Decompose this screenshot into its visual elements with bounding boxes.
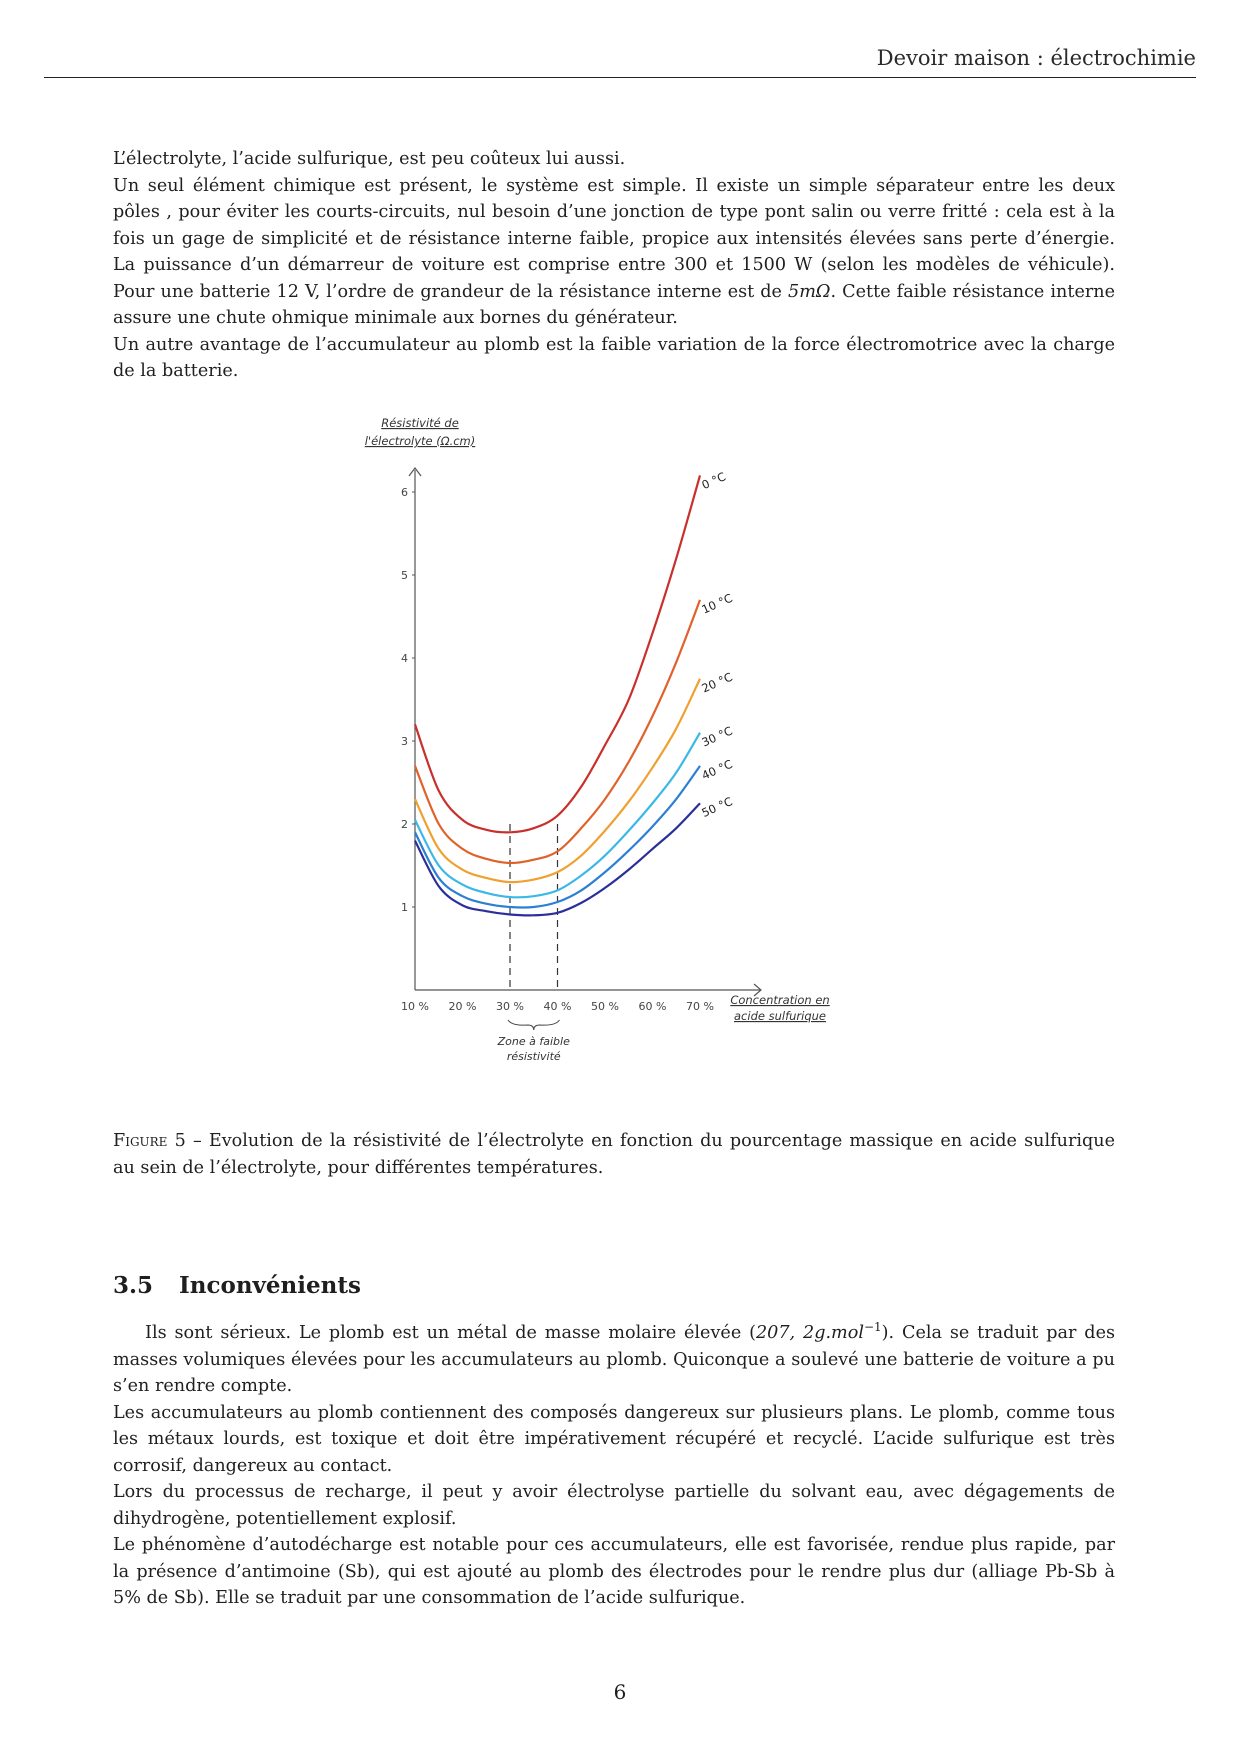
molar-mass-exponent: −1: [863, 1320, 882, 1335]
section-p1-text-b: ). Cela se traduit par des masses volumiques élevées pour les accumulateurs au plomb. Quiconque a soulevé une batterie de voiture a pu s’en rendre compte.: [113, 1323, 1116, 1396]
series-label: 30 °C: [699, 723, 735, 750]
section-paragraph-4: Le phénomène d’autodécharge est notable pour ces accumulateurs, elle est favorisée, rendue plus rapide, par la présence d’antimoine (Sb), qui est ajouté au plomb des électrodes pour le rendre plus dur (alliage Pb-Sb à 5% de Sb). Elle se traduit par une consommation de l’acide sulfurique.: [113, 1535, 1115, 1608]
x-tick-label: 70 %: [686, 1000, 714, 1013]
resistivity-figure: [330, 405, 890, 1085]
zone-brace: [508, 1020, 560, 1030]
page-number: 6: [613, 1680, 627, 1704]
figure-caption-text: – Evolution de la résistivité de l’électrolyte en fonction du pourcentage massique en acide sulfurique au sein de l’électrolyte, pour différentes températures.: [113, 1131, 1115, 1178]
x-tick-label: 20 %: [448, 1000, 477, 1013]
figure-caption: [113, 1128, 1115, 1181]
series-label: 0 °C: [699, 469, 728, 493]
section-paragraph-3: Lors du processus de recharge, il peut y avoir électrolyse partielle du solvant eau, avec dégagements de dihydrogène, potentiellement explosif.: [113, 1482, 1115, 1529]
series-label: 20 °C: [699, 669, 735, 696]
x-tick-label: 60 %: [638, 1000, 667, 1013]
x-axis-label-line-1: Concentration en: [730, 993, 830, 1007]
x-tick-label: 40 %: [543, 1000, 572, 1013]
series-label: 40 °C: [699, 756, 735, 783]
y-tick-label: 4: [401, 652, 408, 665]
x-tick-label: 30 %: [496, 1000, 524, 1013]
series-line: [415, 475, 700, 832]
section-title: Inconvénients: [179, 1272, 361, 1299]
running-header-title: Devoir maison : électrochimie: [876, 46, 1196, 70]
intro-paragraph-2: [113, 173, 1115, 332]
section-heading: [113, 1272, 361, 1299]
series-label: 50 °C: [699, 794, 735, 820]
y-tick-label: 6: [401, 486, 408, 499]
y-axis-label-line-2: l'électrolyte (Ω.cm): [364, 434, 476, 448]
zone-label-line-1: Zone à faible: [497, 1035, 570, 1048]
y-tick-label: 1: [401, 901, 408, 914]
intro-p2-text-a: Un seul élément chimique est présent, le système est simple. Il existe un simple séparateur entre les deux pôles , pour éviter les courts-circuits, nul besoin d’une jonction de type pont salin ou verre fritté : cela est à la fois un gage de simplicité et de résistance interne faible, propice aux intensités élevées sans perte d’énergie. La puissance d’un démarreur de voiture est comprise entre 300 et 1500 W (selon les modèles de véhicule). Pour une batterie 12 V, l’ordre de grandeur de la résistance interne est de: [113, 175, 1115, 302]
y-axis-label-line-1: Résistivité de: [381, 416, 459, 430]
section-paragraph-2: Les accumulateurs au plomb contiennent des composés dangereux sur plusieurs plans. Le plomb, comme tous les métaux lourds, est toxique et doit être impérativement récupéré et recyclé. L’acide sulfurique est très corrosif, dangereux au contact.: [113, 1402, 1115, 1476]
series-label: 10 °C: [699, 590, 735, 617]
y-tick-label: 3: [401, 735, 408, 748]
intro-text: [113, 146, 1115, 385]
section-number: 3.5: [113, 1272, 154, 1299]
x-tick-label: 50 %: [591, 1000, 619, 1013]
resistance-value: 5mΩ: [788, 281, 831, 302]
molar-mass-value: 207, 2g.mol: [755, 1323, 864, 1343]
x-tick-label: 10 %: [401, 1000, 429, 1013]
y-tick-label: 5: [401, 569, 408, 582]
section-paragraph-1: [113, 1320, 1115, 1400]
section-p1-text-a: Ils sont sérieux. Le plomb est un métal de masse molaire élevée (: [145, 1323, 756, 1343]
figure-label: Figure 5: [113, 1131, 186, 1151]
header-rule: [44, 77, 1196, 78]
x-axis-label-line-2: acide sulfurique: [734, 1009, 826, 1023]
zone-label-line-2: résistivité: [506, 1050, 561, 1063]
series-line: [415, 600, 700, 863]
intro-p2-text-b: . Cette faible résistance interne assure une chute ohmique minimale aux bornes du générateur.: [113, 281, 1116, 328]
y-tick-label: 2: [401, 818, 408, 831]
resistivity-chart: [330, 405, 890, 1085]
intro-paragraph-1: L’électrolyte, l’acide sulfurique, est peu coûteux lui aussi.: [113, 149, 626, 169]
intro-paragraph-3: Un autre avantage de l’accumulateur au plomb est la faible variation de la force électromotrice avec la charge de la batterie.: [113, 334, 1115, 381]
section-text: [113, 1320, 1115, 1612]
